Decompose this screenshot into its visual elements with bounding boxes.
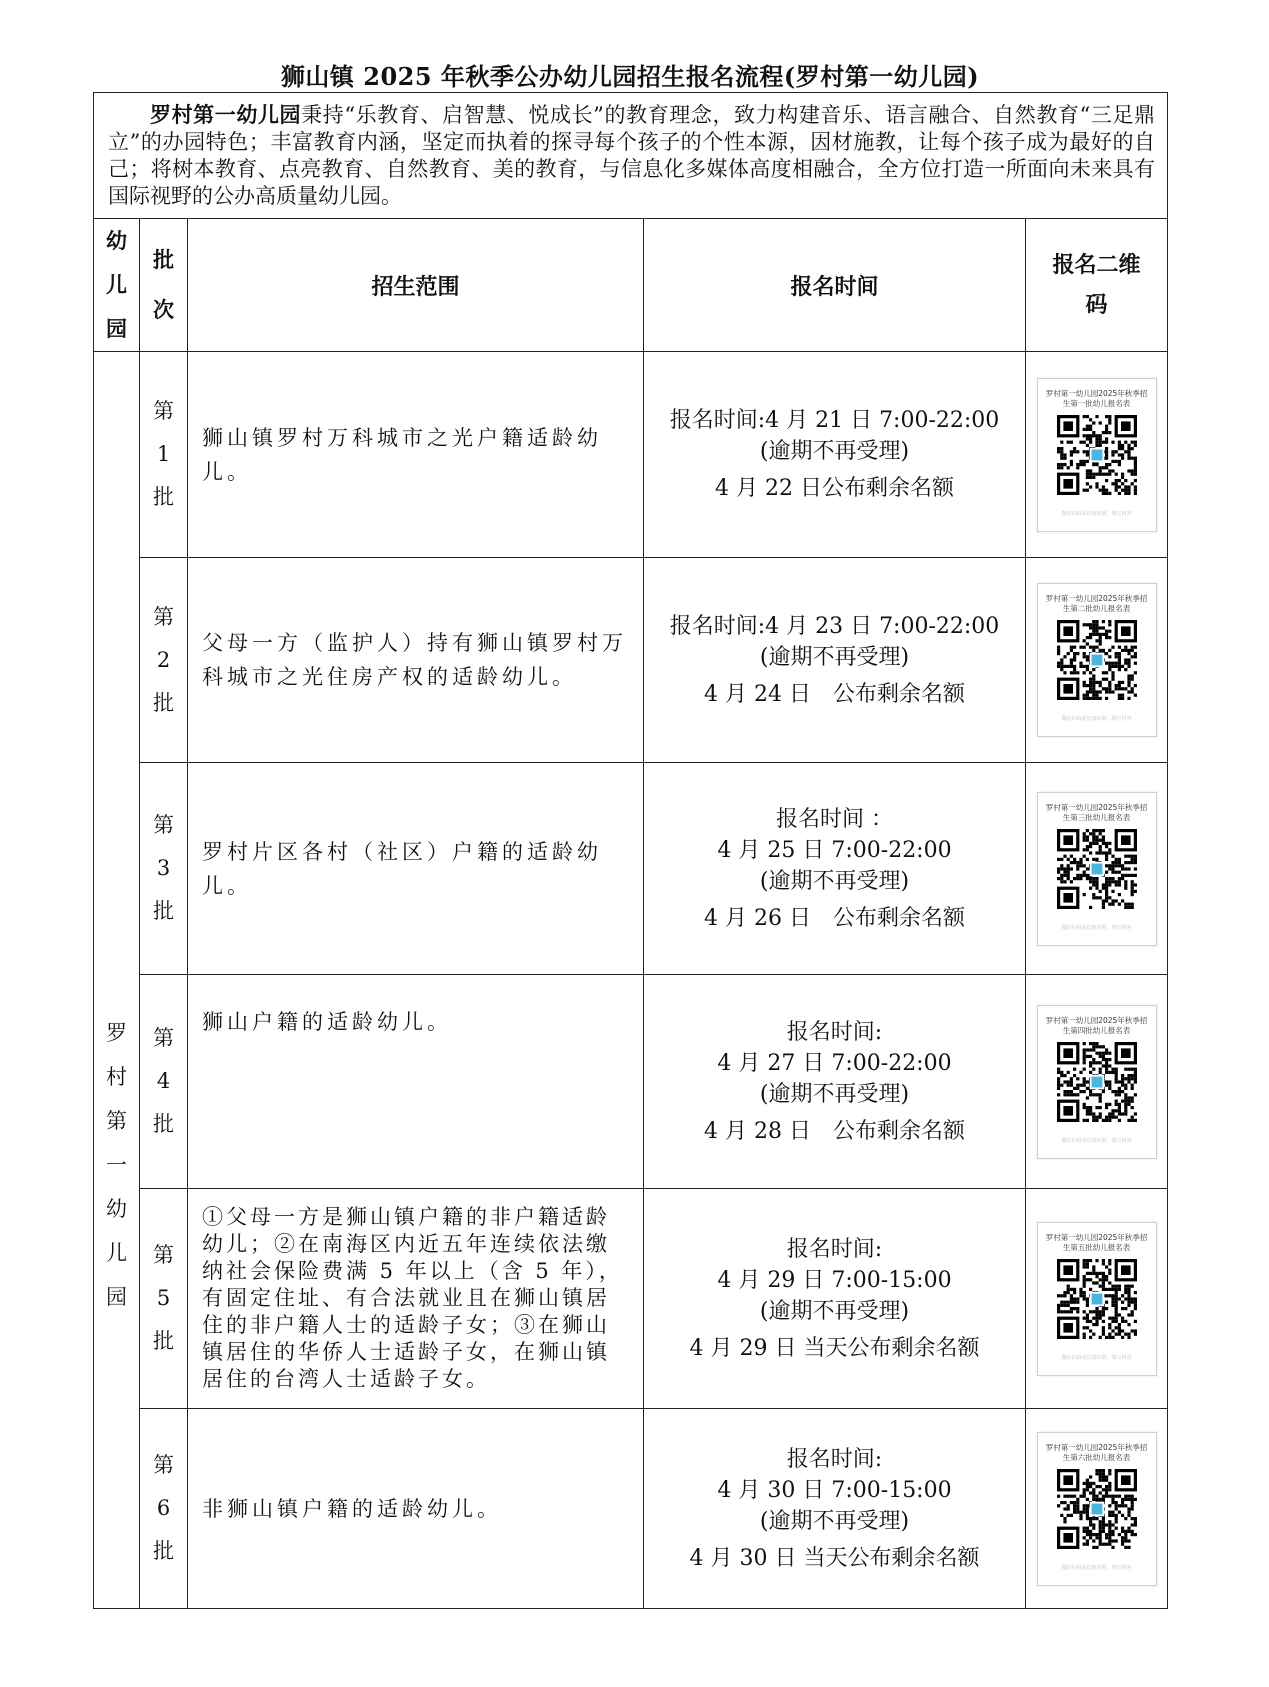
header-qr: 报名二维 码 — [1026, 219, 1168, 352]
registration-time: 报名时间: 4 月 29 日 7:00-15:00 (逾期不再受理) 4 月 29 日 当天公布剩余名额 — [644, 1189, 1026, 1409]
qr-caption: 罗村第一幼儿园2025年秋季招生第二批幼儿报名表 — [1045, 594, 1148, 613]
qr-hint: 微信扫码或长按识别，填写内容 — [1061, 1137, 1132, 1144]
table-row — [94, 1409, 1168, 1609]
qr-caption: 罗村第一幼儿园2025年秋季招生第三批幼儿报名表 — [1045, 802, 1148, 822]
intro-paragraph — [94, 93, 1168, 219]
header-kindergarten: 幼 儿 园 — [94, 219, 140, 352]
enrollment-scope: 罗村片区各村（社区）户籍的适龄幼儿。 — [188, 763, 644, 975]
registration-time: 报名时间: 4 月 27 日 7:00-22:00 (逾期不再受理) 4 月 28 日 公布剩余名额 — [644, 975, 1026, 1189]
registration-time: 报名时间:4 月 23 日 7:00-22:00 (逾期不再受理) 4 月 24 日 公布剩余名额 — [644, 558, 1026, 763]
qr-code-icon — [1057, 415, 1137, 495]
qr-caption: 罗村第一幼儿园2025年秋季招生第六批幼儿报名表 — [1045, 1442, 1148, 1462]
batch-label: 第 2 批 — [140, 558, 188, 763]
qr-cell — [1026, 1189, 1168, 1409]
qr-code-icon — [1057, 1259, 1137, 1339]
header-scope: 招生范围 — [188, 219, 644, 352]
qr-hint: 微信扫码或长按识别，填写内容 — [1061, 1354, 1132, 1361]
qr-cell — [1026, 558, 1168, 763]
qr-hint: 微信扫码或长按识别，填写内容 — [1061, 924, 1132, 931]
qr-code-card[interactable] — [1037, 583, 1157, 737]
qr-code-card[interactable] — [1037, 1432, 1157, 1586]
qr-cell — [1026, 763, 1168, 975]
kindergarten-name: 罗 村 第 一 幼 儿 园 — [94, 352, 140, 1609]
batch-label: 第 3 批 — [140, 763, 188, 975]
qr-code-icon — [1057, 1469, 1137, 1549]
qr-code-card[interactable] — [1037, 378, 1157, 532]
table-row — [94, 558, 1168, 763]
batch-label: 第 6 批 — [140, 1409, 188, 1609]
qr-cell — [1026, 1409, 1168, 1609]
table-row — [94, 352, 1168, 558]
qr-cell — [1026, 975, 1168, 1189]
enrollment-scope: 狮山镇罗村万科城市之光户籍适龄幼儿。 — [188, 352, 644, 558]
qr-caption: 罗村第一幼儿园2025年秋季招生第一批幼儿报名表 — [1045, 388, 1148, 408]
table-row — [94, 975, 1168, 1189]
registration-time: 报名时间:4 月 21 日 7:00-22:00 (逾期不再受理) 4 月 22 日公布剩余名额 — [644, 352, 1026, 558]
table-row — [94, 763, 1168, 975]
intro-text: 秉持“乐教育、启智慧、悦成长”的教育理念，致力构建音乐、语言融合、自然教育“三足鼎立”的办园特色；丰富教育内涵，坚定而执着的探寻每个孩子的个性本源，因材施教，让每个孩子成为最好的自己；将树本教育、点亮教育、自然教育、美的教育，与信息化多媒体高度相融合，全方位打造一所面向未来具有国际视野的公办高质量幼儿园。 — [108, 103, 1156, 208]
header-batch: 批 次 — [140, 219, 188, 352]
qr-code-card[interactable] — [1037, 1222, 1157, 1376]
table-row — [94, 1189, 1168, 1409]
qr-code-icon — [1057, 1042, 1137, 1122]
qr-code-card[interactable] — [1037, 1005, 1157, 1159]
qr-hint: 微信扫码或长按识别，填写内容 — [1061, 1564, 1132, 1571]
qr-code-icon — [1057, 620, 1137, 700]
qr-hint: 微信扫码或长按识别，填写内容 — [1061, 716, 1132, 722]
batch-label: 第 4 批 — [140, 975, 188, 1189]
batch-label: 第 1 批 — [140, 352, 188, 558]
qr-caption: 罗村第一幼儿园2025年秋季招生第四批幼儿报名表 — [1045, 1015, 1148, 1035]
qr-cell — [1026, 352, 1168, 558]
registration-time: 报名时间: 4 月 30 日 7:00-15:00 (逾期不再受理) 4 月 30 日 当天公布剩余名额 — [644, 1409, 1026, 1609]
batch-label: 第 5 批 — [140, 1189, 188, 1409]
header-time: 报名时间 — [644, 219, 1026, 352]
qr-code-card[interactable] — [1037, 792, 1157, 946]
enrollment-scope: 狮山户籍的适龄幼儿。 — [188, 975, 644, 1189]
enrollment-scope: ①父母一方是狮山镇户籍的非户籍适龄幼儿；②在南海区内近五年连续依法缴纳社会保险费满 5 年以上（含 5 年），有固定住址、有合法就业且在狮山镇居住的非户籍人士的适龄子女；③在狮山镇居住的华侨人士适龄子女，在狮山镇居住的台湾人士适龄子女。 — [188, 1189, 644, 1409]
intro-lead: 罗村第一幼儿园 — [150, 102, 302, 127]
registration-time: 报名时间 ： 4 月 25 日 7:00-22:00 (逾期不再受理) 4 月 26 日 公布剩余名额 — [644, 763, 1026, 975]
enrollment-scope: 非狮山镇户籍的适龄幼儿。 — [188, 1409, 644, 1609]
qr-hint: 微信扫码或长按识别，填写内容 — [1061, 510, 1132, 517]
page-title: 狮山镇 2025 年秋季公办幼儿园招生报名流程(罗村第一幼儿园) — [280, 62, 980, 91]
enrollment-scope: 父母一方（监护人）持有狮山镇罗村万科城市之光住房产权的适龄幼儿。 — [188, 558, 644, 763]
qr-caption: 罗村第一幼儿园2025年秋季招生第五批幼儿报名表 — [1045, 1232, 1148, 1252]
qr-code-icon — [1057, 829, 1137, 909]
enrollment-table — [93, 92, 1168, 1609]
